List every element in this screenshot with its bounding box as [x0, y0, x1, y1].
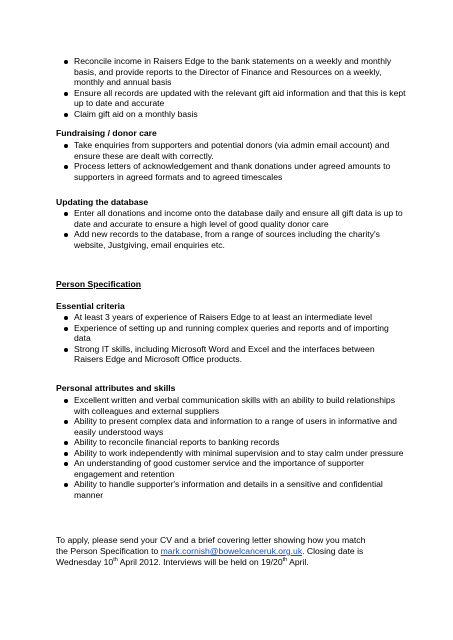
bullet-icon	[64, 452, 68, 456]
list-item: Reconcile income in Raisers Edge to the bank statements on a weekly and monthly basis, and provide reports to the Director of Finance and Resources on a weekly, monthly and annual basis	[56, 56, 406, 88]
updating-list	[56, 208, 406, 250]
list-item: An understanding of good customer service and the importance of supporter engagement and retention	[56, 458, 406, 479]
bullet-icon	[64, 165, 68, 169]
bullet-icon	[64, 348, 68, 352]
fundraising-list	[56, 140, 406, 182]
essential-list	[56, 312, 406, 365]
bullet-icon	[64, 316, 68, 320]
person-spec-heading: Person Specification	[56, 279, 142, 289]
list-item: Take enquiries from supporters and potential donors (via admin email account) and ensure these are dealt with correctly.	[56, 140, 406, 161]
apply-paragraph: To apply, please send your CV and a brief covering letter showing how you match the Person Specification to mark.cornish@bowelcanceruk.org.uk. Closing date is Wednesday 10th April 2012. Interviews will be held on 19/20th April.	[56, 535, 366, 567]
list-item: Excellent written and verbal communication skills with an ability to build relationships with colleagues and external suppliers	[56, 395, 406, 416]
list-item: Ability to work independently with minimal supervision and to stay calm under pressure	[56, 448, 406, 459]
list-item: Ensure all records are updated with the relevant gift aid information and that this is kept up to date and accurate	[56, 88, 406, 109]
finance-duties-list	[56, 56, 406, 119]
bullet-icon	[64, 144, 68, 148]
bullet-icon	[64, 60, 68, 64]
list-item: Claim gift aid on a monthly basis	[56, 109, 406, 120]
bullet-icon	[64, 483, 68, 487]
list-item: Ability to reconcile financial reports to banking records	[56, 437, 406, 448]
list-item: Process letters of acknowledgement and thank donations under agreed amounts to supporters in agreed formats and to agreed timescales	[56, 161, 406, 182]
fundraising-heading: Fundraising / donor care	[56, 128, 157, 138]
list-item: Strong IT skills, including Microsoft Word and Excel and the interfaces between Raisers Edge and Microsoft Office products.	[56, 344, 406, 365]
list-item: At least 3 years of experience of Raisers Edge to at least an intermediate level	[56, 312, 406, 323]
list-item: Ability to handle supporter's information and details in a sensitive and confidential manner	[56, 479, 406, 500]
attributes-heading: Personal attributes and skills	[56, 383, 176, 393]
list-item: Ability to present complex data and information to a range of users in informative and easily understood ways	[56, 416, 406, 437]
bullet-icon	[64, 441, 68, 445]
bullet-icon	[64, 92, 68, 96]
bullet-icon	[64, 420, 68, 424]
bullet-icon	[64, 113, 68, 117]
bullet-icon	[64, 212, 68, 216]
bullet-icon	[64, 233, 68, 237]
essential-heading: Essential criteria	[56, 301, 125, 311]
email-link[interactable]: mark.cornish@bowelcanceruk.org.uk	[160, 546, 303, 556]
attributes-list	[56, 395, 406, 500]
bullet-icon	[64, 327, 68, 331]
list-item: Add new records to the database, from a range of sources including the charity's website, Justgiving, email enquiries etc.	[56, 229, 406, 250]
list-item: Experience of setting up and running complex queries and reports and of importing data	[56, 323, 406, 344]
bullet-icon	[64, 399, 68, 403]
updating-heading: Updating the database	[56, 197, 149, 207]
bullet-icon	[64, 462, 68, 466]
list-item: Enter all donations and income onto the database daily and ensure all gift data is up to date and accurate to ensure a high level of good quality donor care	[56, 208, 406, 229]
